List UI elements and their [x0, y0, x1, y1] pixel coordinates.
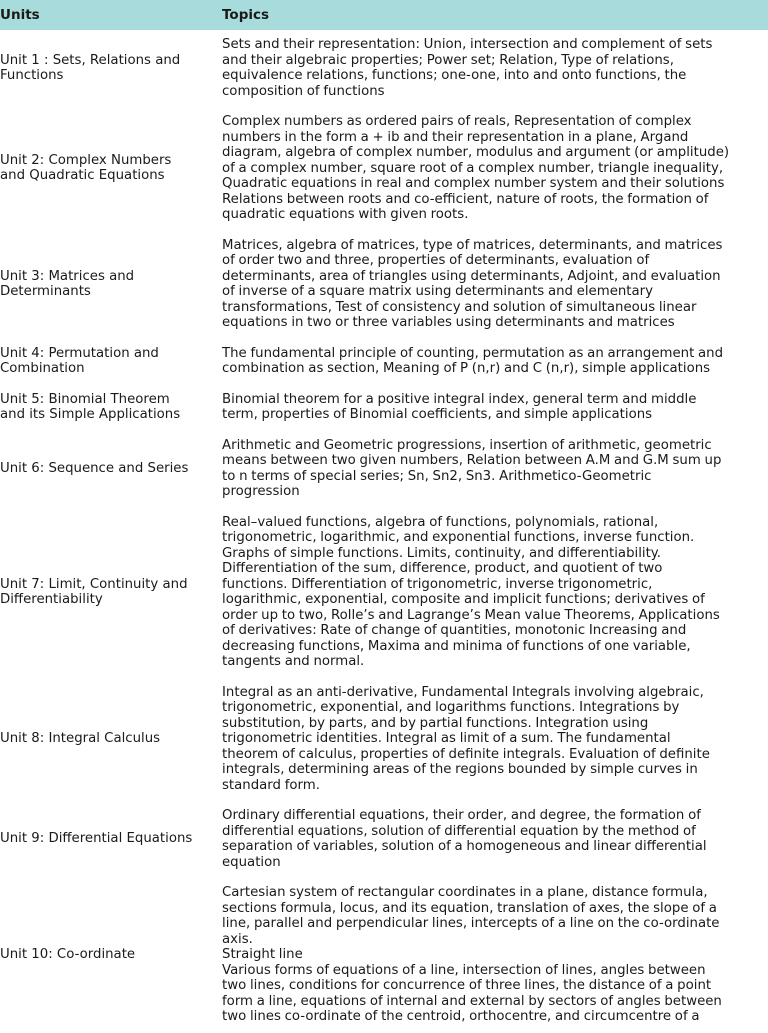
unit-topics: Ordinary differential equations, their order, and degree, the formation of differential equations, solution of differential equation by the method of separation of variables, solution of a homogeneous and linear differential equation — [222, 808, 707, 870]
unit-topics: Complex numbers as ordered pairs of reals, Representation of complex numbers in the form a + ib and their representation in a plane, Argand diagram, algebra of complex number, modulus and argument (or amplitude) of a complex number, square root of a complex number, triangle inequality, Quadratic equations in real and complex number system and their solutions Relations between roots and co-efficient, nature of roots, the formation of quadratic equations with given roots. — [222, 114, 730, 222]
table-row — [0, 431, 768, 508]
unit-topics: Matrices, algebra of matrices, type of matrices, determinants, and matrices of order two and three, properties of determinants, evaluation of determinants, area of triangles using determinants, Adjoint, and evaluation of inverse of a square matrix using determinants and elementary transformations, Test of consistency and solution of simultaneous linear equations in two or three variables using determinants and matrices — [222, 237, 723, 330]
table-row — [0, 508, 768, 678]
topics-column-header: Topics — [222, 0, 768, 30]
unit-topics: Real–valued functions, algebra of functions, polynomials, rational, trigonometric, logarithmic, and exponential functions, inverse function. Graphs of simple functions. Limits, continuity, and differentiability. Differentiation of the sum, difference, product, and quotient of two functions. Differentiation of trigonometric, inverse trigonometric, logarithmic, exponential, composite and implicit functions; derivatives of order up to two, Rolle’s and Lagrange’s Mean value Theorems, Applications of derivatives: Rate of change of quantities, monotonic Increasing and decreasing functions, Maxima and minima of functions of one variable, tangents and normal. — [222, 514, 720, 669]
header-row — [0, 0, 768, 30]
table-row — [0, 231, 768, 339]
unit-topics: The fundamental principle of counting, permutation as an arrangement and combination as section, Meaning of P (n,r) and C (n,r), simple applications — [222, 345, 724, 376]
unit-topics: Cartesian system of rectangular coordinates in a plane, distance formula, sections formula, locus, and its equation, translation of axes, the slope of a line, parallel and perpendicular lines, intercepts of a line on the co-ordinate axis. Straight line Various forms of equations of a line, intersection of lines, angles between two lines, conditions for concurrence of three lines, the distance of a point form a line, equations of internal and external by sectors of angles between two lines co-ordinate of the centroid, orthocentre, and circumcentre of a — [222, 885, 722, 1024]
table-header — [0, 0, 768, 30]
table-row — [0, 385, 768, 431]
unit-name: Unit 3: Matrices and Determinants — [0, 268, 135, 299]
unit-name: Unit 5: Binomial Theorem and its Simple Applications — [0, 391, 181, 422]
unit-topics: Binomial theorem for a positive integral index, general term and middle term, properties of Binomial coefficients, and simple applications — [222, 391, 697, 422]
unit-name: Unit 7: Limit, Continuity and Differentiability — [0, 576, 188, 607]
unit-topics: Sets and their representation: Union, intersection and complement of sets and their algebraic properties; Power set; Relation, Type of relations, equivalence relations, functions; one-one, into and onto functions, the composition of functions — [222, 37, 713, 99]
unit-name: Unit 10: Co-ordinate — [0, 947, 136, 962]
unit-name: Unit 1 : Sets, Relations and Functions — [0, 52, 181, 83]
table-row — [0, 339, 768, 385]
unit-topics: Integral as an anti-derivative, Fundamental Integrals involving algebraic, trigonometric, exponential, and logarithms functions. Integrations by substitution, by parts, and by partial functions. Integration using trigonometric identities. Integral as limit of a sum. The fundamental theorem of calculus, properties of definite integrals. Evaluation of definite integrals, determining areas of the regions bounded by simple curves in standard form. — [222, 684, 710, 793]
unit-name: Unit 6: Sequence and Series — [0, 460, 189, 476]
unit-topics: Arithmetic and Geometric progressions, insertion of arithmetic, geometric means between two given numbers, Relation between A.M and G.M sum up to n terms of special series; Sn, Sn2, Sn3. Arithmetico-Geometric progression — [222, 437, 722, 499]
table-row — [0, 107, 768, 231]
units-column-header: Units — [0, 0, 222, 30]
table-body — [0, 30, 768, 1033]
table-row — [0, 30, 768, 107]
unit-name: Unit 8: Integral Calculus — [0, 731, 161, 746]
table-row — [0, 801, 768, 878]
unit-name: Unit 2: Complex Numbers and Quadratic Equations — [0, 152, 172, 184]
unit-name: Unit 4: Permutation and Combination — [0, 345, 159, 376]
table-row — [0, 878, 768, 1033]
table-row — [0, 678, 768, 802]
unit-name: Unit 9: Differential Equations — [0, 831, 193, 847]
